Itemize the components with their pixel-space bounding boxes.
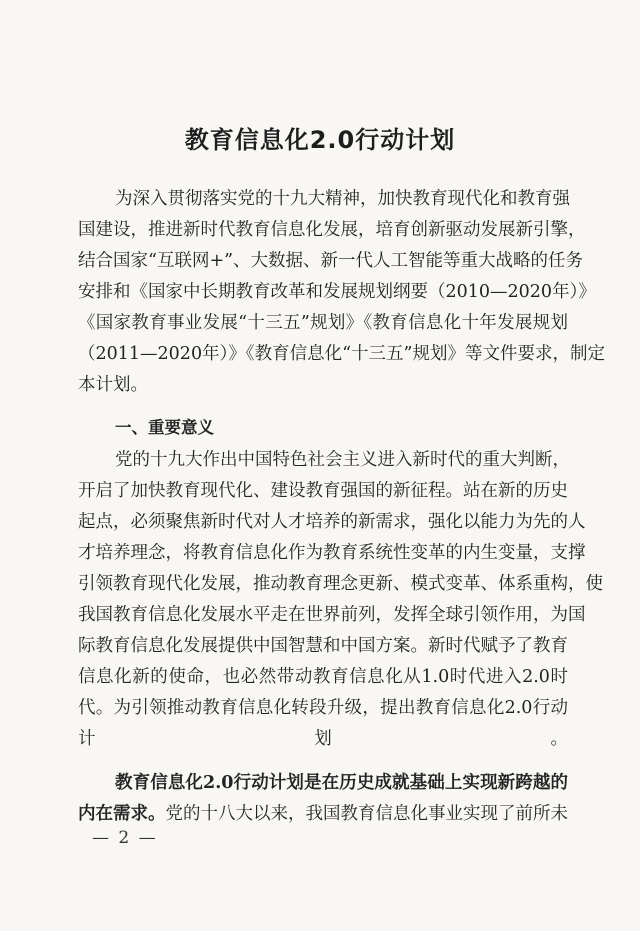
text-line: 才培养理念，将教育信息化作为教育系统性变革的内生变量，支撑 xyxy=(78,543,586,563)
text-line: 计划。 xyxy=(78,729,568,749)
section-heading: 一、重要意义 xyxy=(115,418,214,437)
text-line: 《国家教育事业发展“十三五”规划》《教育信息化十年发展规划 xyxy=(78,313,568,333)
bold-lead: 内在需求。 xyxy=(78,804,166,824)
text-line: 代。为引领推动教育信息化转段升级，提出教育信息化2.0行动 xyxy=(78,698,568,718)
text-line: 安排和《国家中长期教育改革和发展规划纲要（2010—2020年）》 xyxy=(78,282,596,302)
text-line: 起点，必须聚焦新时代对人才培养的新需求，强化以能力为先的人 xyxy=(78,512,586,532)
text-run: 党的十八大以来，我国教育信息化事业实现了前所未 xyxy=(165,804,568,824)
text-line: 党的十九大作出中国特色社会主义进入新时代的重大判断， xyxy=(115,450,570,470)
bold-lead: 教育信息化2.0行动计划是在历史成就基础上实现新跨越的 xyxy=(115,773,568,793)
text-line: 结合国家“互联网+”、大数据、新一代人工智能等重大战略的任务 xyxy=(78,251,584,271)
text-line: 国建设，推进新时代教育信息化发展，培育创新驱动发展新引擎， xyxy=(78,220,586,240)
section1-paragraph-2 xyxy=(78,768,568,830)
section-heading-block xyxy=(78,412,568,443)
section1-paragraph xyxy=(78,445,603,786)
text-line: 我国教育信息化发展水平走在世界前列，发挥全球引领作用，为国 xyxy=(78,605,586,625)
intro-paragraph xyxy=(78,184,605,401)
text-line xyxy=(78,799,568,830)
text-line: 为深入贯彻落实党的十九大精神，加快教育现代化和教育强 xyxy=(115,189,570,209)
text-line: 引领教育现代化发展，推动教育理念更新、模式变革、体系重构，使 xyxy=(78,574,603,594)
page-number: — 2 — xyxy=(92,828,158,848)
text-line: 开启了加快教育现代化、建设教育强国的新征程。站在新的历史 xyxy=(78,481,568,501)
text-line: 信息化新的使命，也必然带动教育信息化从1.0时代进入2.0时 xyxy=(78,667,568,687)
page-title: 教育信息化2.0行动计划 xyxy=(184,126,456,154)
text-line xyxy=(78,768,568,799)
text-line: （2011—2020年）》《教育信息化“十三五”规划》等文件要求，制定 xyxy=(78,344,605,364)
text-line: 际教育信息化发展提供中国智慧和中国方案。新时代赋予了教育 xyxy=(78,636,568,656)
text-line: 本计划。 xyxy=(78,375,148,395)
